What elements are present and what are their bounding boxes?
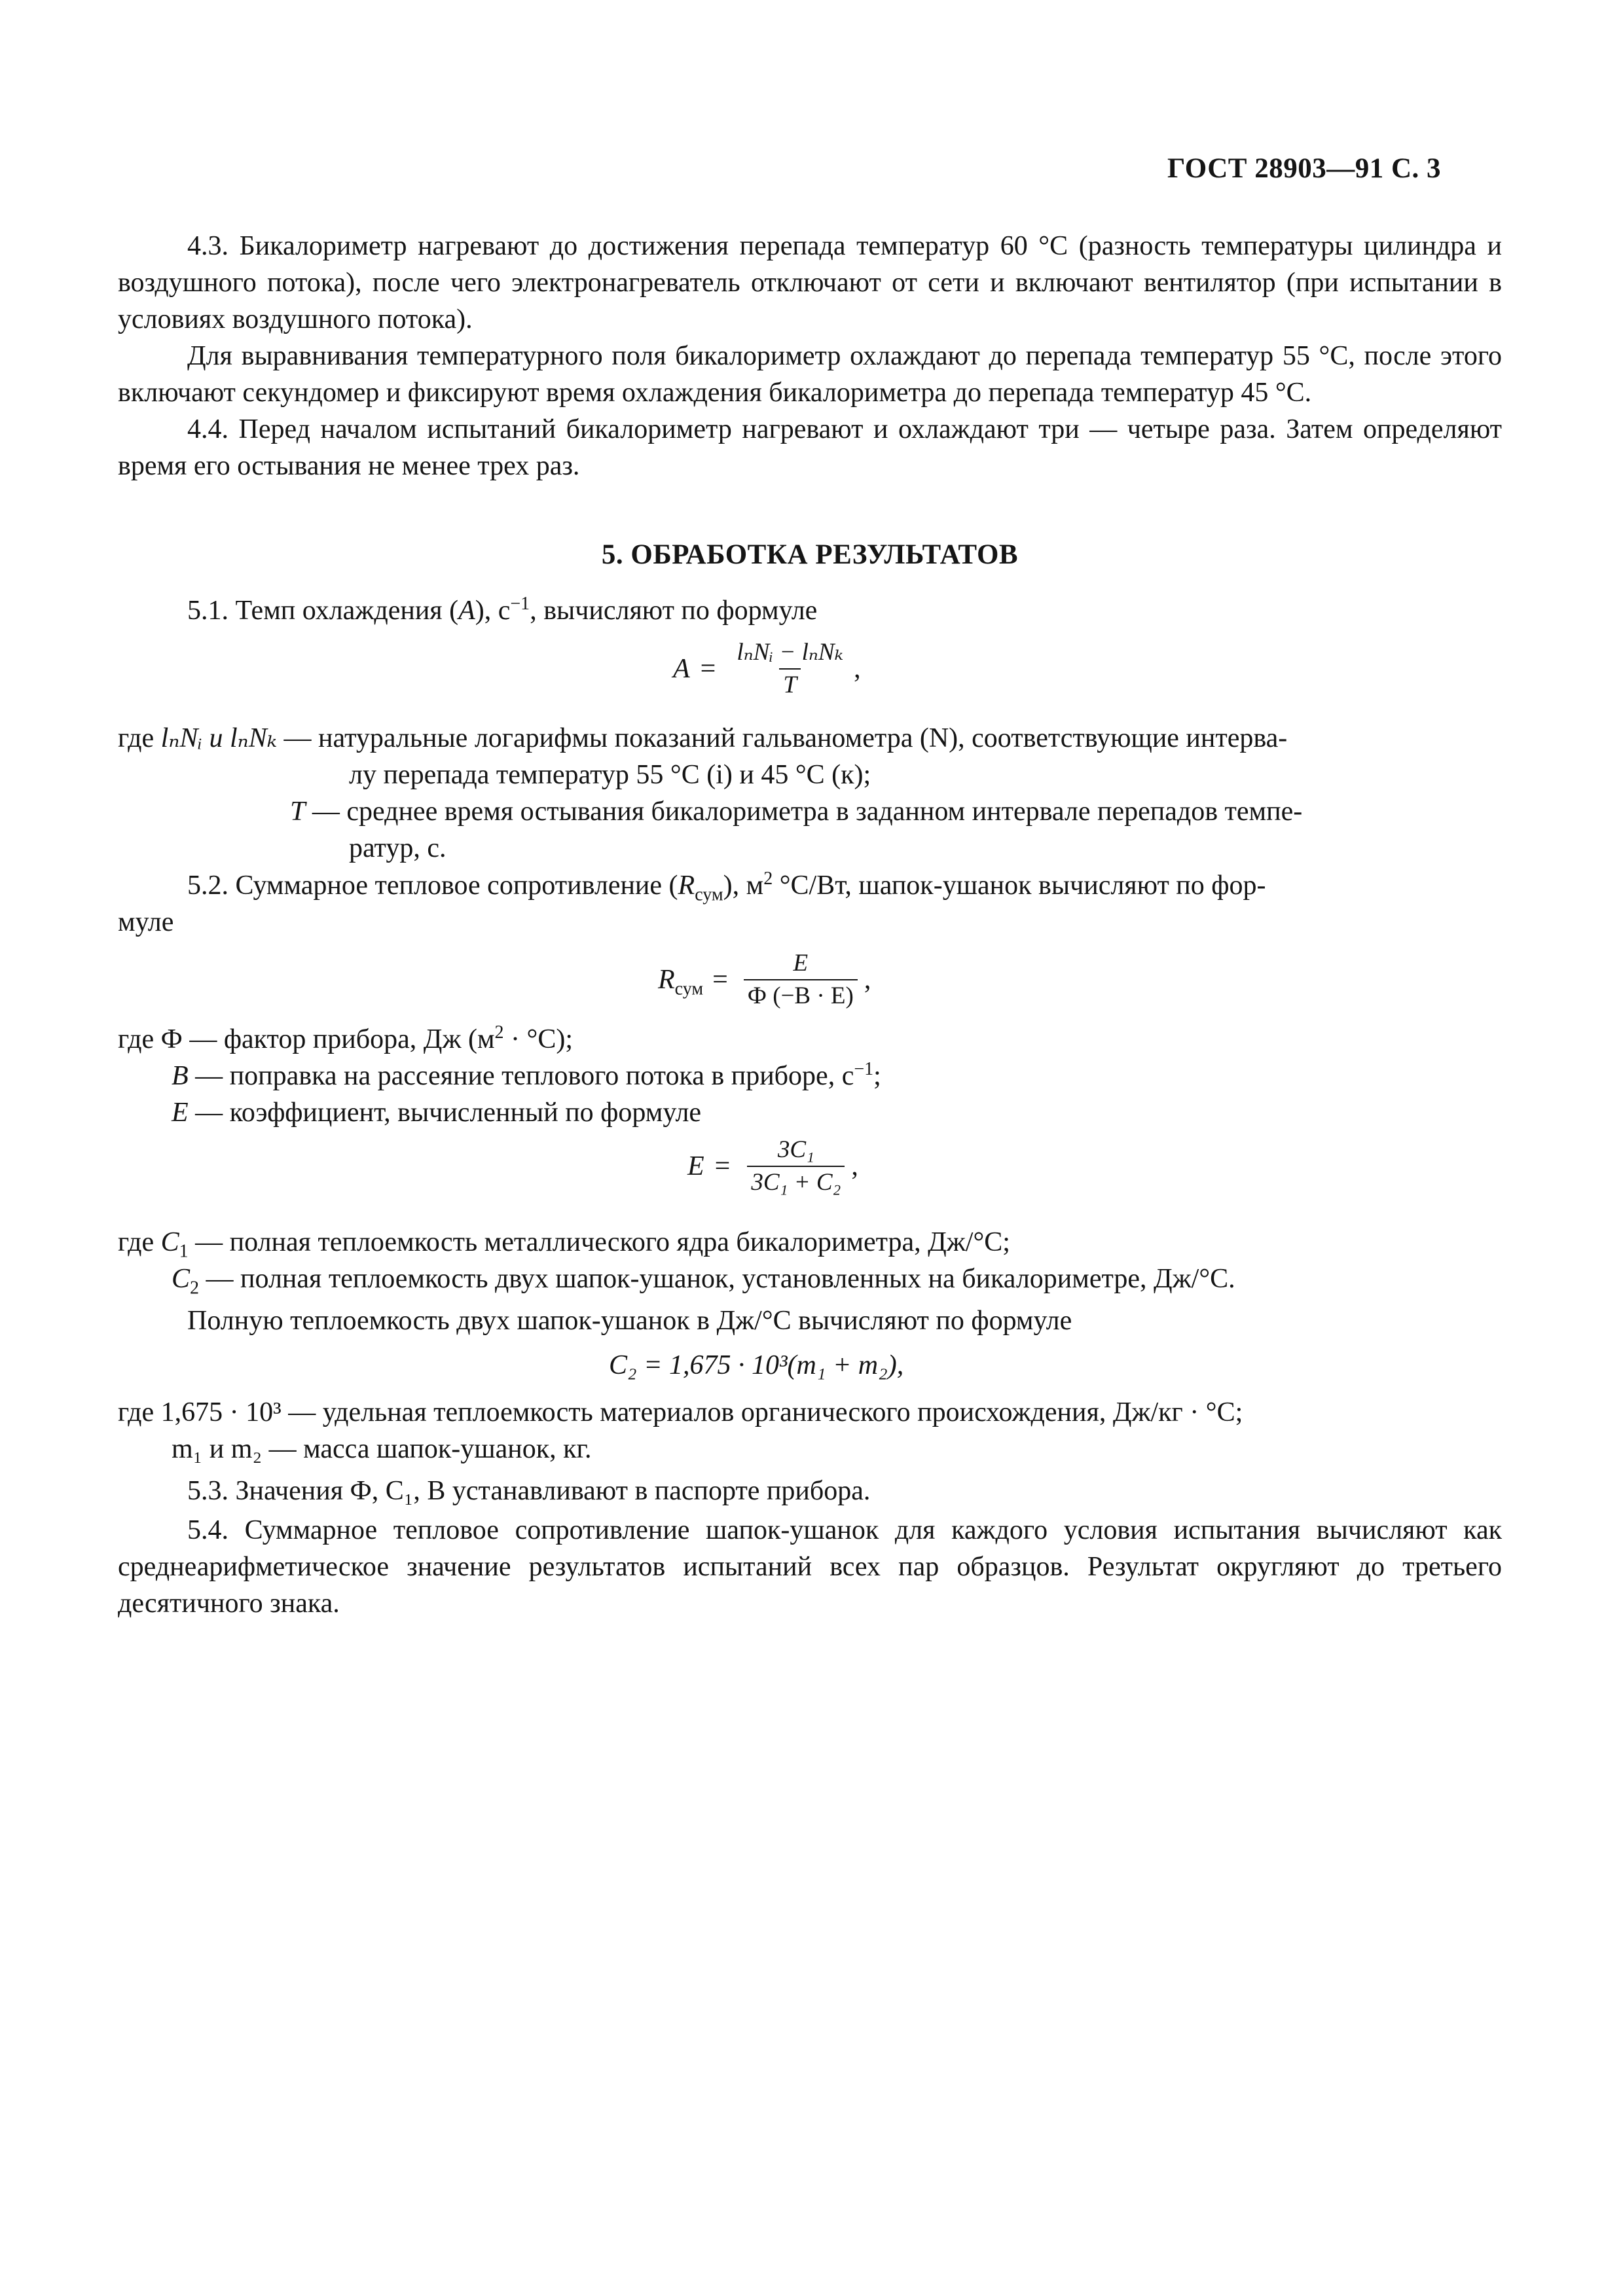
where-1-line-4: ратур, с.	[349, 833, 447, 863]
clause-4-3	[118, 228, 1502, 484]
where-block-4: где 1,675 · 10³ — удельная теплоемкость материалов органического происхождения, Дж/кг · °С; m₁ и m₂ — масса шапок-ушанок, кг.	[118, 1397, 1243, 1464]
paragraph-4-4: 4.4. Перед началом испытаний бикалориметр нагревают и охлаждают три — четыре раза. Затем определяют время его остывания не менее трех раз.	[118, 414, 1502, 481]
where-1-line-2: лу перепада температур 55 °С (i) и 45 °С (к);	[349, 760, 871, 790]
where-block-2: где Ф — фактор прибора, Дж $(м^2 \cdot ^\circ С)$; B — поправка на рассеяние теплового потока в приборе, $с^{-1}$; E — коэффициент, вычисленный по формуле	[118, 1022, 881, 1128]
formula-fraction: $\frac{\text{lₙNᵢ − lₙNₖ}}{T}$	[737, 639, 844, 698]
paragraph-4-3: 4.3. Бикалориметр нагревают до достижения перепада температур 60 °С (разность температуры цилиндра и воздушного потока), после чего электронагреватель отключают от сети и включают вентилятор (при испытании в условиях воздушного потока).	[118, 231, 1502, 334]
formula-coefficient-e: E = $\frac{\text{3C₁}}{\text{3C₁ + C₂}}$ ,	[687, 1136, 858, 1196]
formula-cooling-rate: A = $\frac{\text{lₙNᵢ − lₙNₖ}}{T}$ ,	[673, 639, 861, 698]
where-1-line-1: где lₙNᵢ и lₙNₖ — натуральные логарифмы показаний гальванометра (N), соответствующие интерва-	[118, 723, 1288, 753]
paragraph-5-4: 5.4. Суммарное тепловое сопротивление шапок-ушанок для каждого условия испытания вычисляют как среднеарифметическое значение результатов испытаний всех пар образцов. Результат округляют до третьего десятичного знака.	[118, 1515, 1502, 1619]
where-1-line-3: T — среднее время остывания бикалориметра в заданном интервале перепадов темпе-	[290, 797, 1303, 827]
page-header: ГОСТ 28903—91 С. 3	[1167, 153, 1441, 184]
paragraph-5-3: 5.3. Значения Ф, C₁, B устанавливают в паспорте прибора.	[187, 1476, 871, 1506]
where-block-1	[118, 720, 1502, 867]
formula-total-resistance: $R_{сум}$ = $\frac{E}{Ф (-B \cdot E)}$ ,	[658, 950, 871, 1009]
clause-5-4	[118, 1512, 1502, 1622]
formula-capacity-c2: C₂ = 1,675 · 10³(m₁ + m₂),	[609, 1350, 904, 1380]
where-block-3: где $C_1$ — полная теплоемкость металлического ядра бикалориметра, Дж/°С; $C_2$ — полная теплоемкость двух шапок-ушанок, установленных на бикалориметре, Дж/°С.	[118, 1227, 1235, 1299]
paragraph-5-2: 5.2. Суммарное тепловое сопротивление $(R_{сум})$, $м^2$ °С/Вт, шапок-ушанок вычисляют по фор- муле	[118, 869, 1266, 937]
formula-fraction: $\frac{E}{Ф (-B \cdot E)}$	[744, 949, 858, 1011]
paragraph-4-3-continuation: Для выравнивания температурного поля бикалориметр охлаждают до перепада температур 55 °С, после этого включают секундомер и фиксируют время охлаждения бикалориметра до перепада температур 45 °С.	[118, 341, 1502, 408]
paragraph-5-1: 5.1. Темп охлаждения (A), $с^{-1}$, вычисляют по формуле	[187, 594, 818, 626]
section-5-heading: 5. ОБРАБОТКА РЕЗУЛЬТАТОВ	[601, 539, 1019, 570]
paragraph-full-capacity: Полную теплоемкость двух шапок-ушанок в Дж/°С вычисляют по формуле	[187, 1306, 1072, 1336]
formula-fraction: $\frac{\text{3C₁}}{\text{3C₁ + C₂}}$	[747, 1136, 845, 1197]
